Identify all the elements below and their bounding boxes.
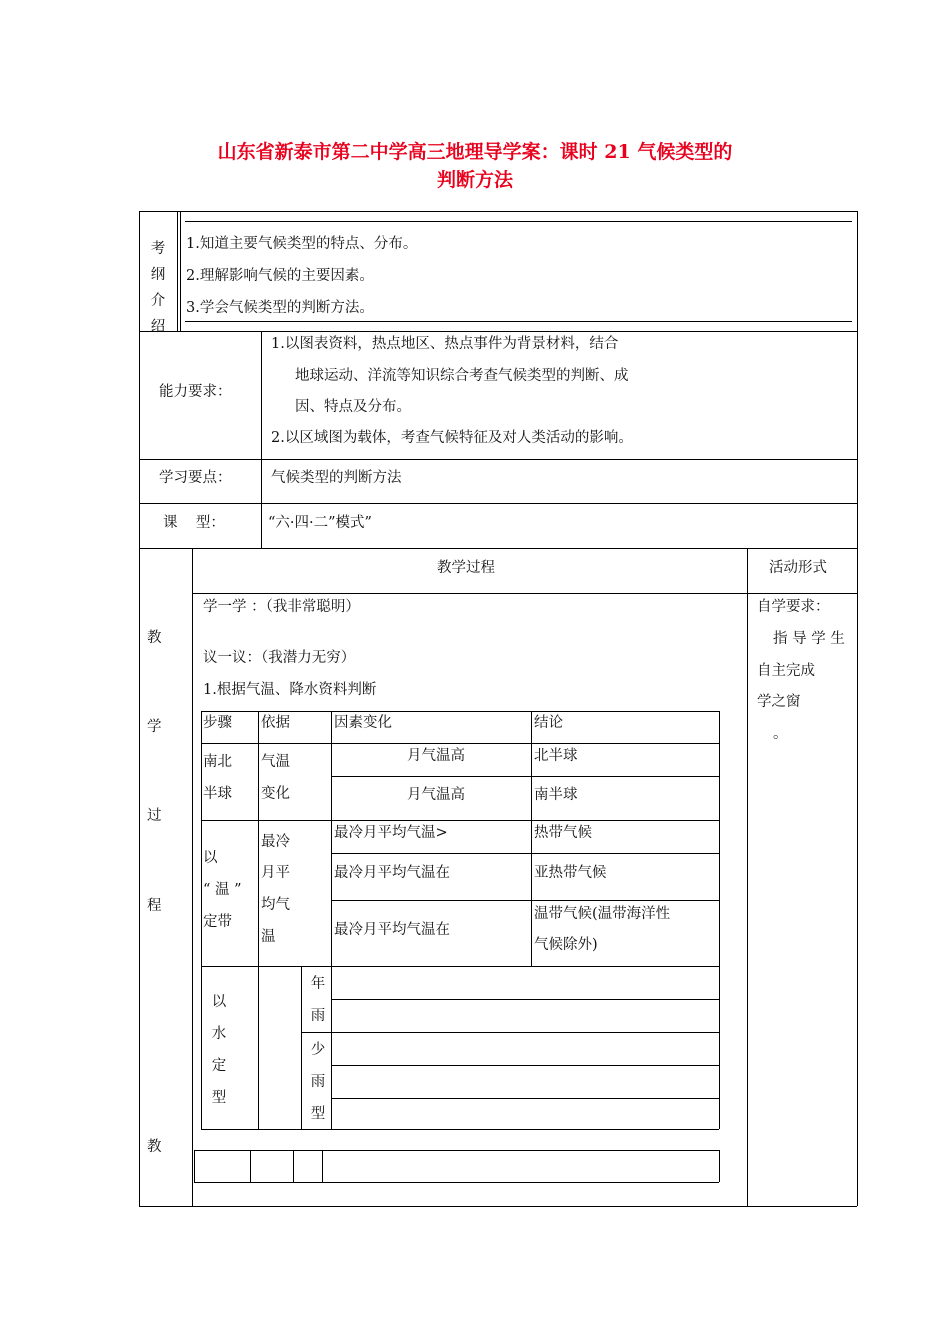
temp-result-3-line2: 气候除外) — [534, 937, 598, 953]
ability-line-1: 1.以图表资料，热点地区、热点事件为背景材料，结合 — [271, 336, 619, 352]
temp-change-1: 最冷月平均气温> — [334, 825, 448, 841]
header-activity: 活动形式 — [769, 560, 827, 576]
temp-basis-1: 最冷 — [261, 834, 290, 850]
learn-heading: 学一学 ：（我非常聪明） — [203, 599, 360, 615]
temp-change-2: 最冷月平均气温在 — [334, 865, 450, 881]
discuss-heading: 议一议：（我潜力无穷） — [203, 650, 356, 666]
col-basis: 依据 — [261, 715, 290, 731]
process-side-label-2: 学 — [147, 719, 162, 735]
ability-label: 能力要求： — [159, 384, 232, 400]
temp-result-3-line1: 温带气候(温带海洋性 — [534, 906, 671, 922]
col-step: 步骤 — [203, 715, 232, 731]
judge-subtitle: 1.根据气温、降水资料判断 — [203, 682, 377, 698]
temp-result-1: 热带气候 — [534, 825, 592, 841]
process-side-label-4: 程 — [147, 898, 162, 914]
process-side-label-1: 教 — [147, 630, 162, 646]
outline-item-2: 2.理解影响气候的主要因素。 — [186, 268, 374, 284]
key-points-label: 学习要点： — [159, 470, 232, 486]
page-title-line2: 判断方法 — [436, 169, 513, 191]
lesson-type-value: “六·四·二”模式” — [268, 515, 372, 531]
hemisphere-step-2: 半球 — [203, 786, 232, 802]
outline-label: 考 纲 介 绍 — [150, 241, 166, 335]
process-side-label-5: 教 — [147, 1139, 162, 1155]
activity-line-1: 自学要求： — [757, 599, 830, 615]
temp-step-2: “ 温 ” — [203, 882, 242, 898]
hemisphere-basis-1: 气温 — [261, 754, 290, 770]
col-change: 因素变化 — [334, 715, 392, 731]
temp-basis-4: 温 — [261, 929, 276, 945]
lesson-type-label: 课 型： — [163, 515, 225, 531]
hemisphere-step-1: 南北 — [203, 754, 232, 770]
temp-result-2: 亚热带气候 — [534, 865, 607, 881]
process-side-label-3: 过 — [147, 808, 162, 824]
temp-basis-3: 均气 — [261, 897, 290, 913]
hemisphere-result-1: 北半球 — [534, 748, 578, 764]
water-sub-annual-rain: 年 雨 — [310, 976, 326, 1024]
activity-line-3: 自主完成 — [757, 663, 815, 679]
key-points-value: 气候类型的判断方法 — [271, 470, 402, 486]
header-process: 教学过程 — [437, 560, 495, 576]
hemisphere-change-2: 月气温高 — [407, 787, 465, 803]
temp-change-3: 最冷月平均气温在 — [334, 922, 450, 938]
outline-item-1: 1.知道主要气候类型的特点、分布。 — [186, 236, 418, 252]
page-title: 山东省新泰市第二中学高三地理导学案：课时 21 气候类型的 — [217, 141, 733, 163]
outline-item-3: 3.学会气候类型的判断方法。 — [186, 300, 374, 316]
activity-line-5: 。 — [773, 726, 788, 742]
hemisphere-basis-2: 变化 — [261, 786, 290, 802]
hemisphere-change-1: 月气温高 — [407, 748, 465, 764]
temp-step-1: 以 — [203, 850, 218, 866]
ability-line-3: 因、特点及分布。 — [295, 399, 411, 415]
temp-step-3: 定带 — [203, 914, 232, 930]
water-step: 以 水 定 型 — [211, 994, 227, 1106]
temp-basis-2: 月平 — [261, 865, 290, 881]
col-result: 结论 — [534, 715, 563, 731]
activity-line-4: 学之窗 — [757, 694, 801, 710]
activity-line-2: 指 导 学 生 — [773, 631, 845, 647]
ability-line-4: 2.以区域图为载体，考查气候特征及对人类活动的影响。 — [271, 430, 633, 446]
water-sub-little-rain: 少 雨 型 — [310, 1042, 326, 1122]
ability-line-2: 地球运动、洋流等知识综合考查气候类型的判断、成 — [295, 368, 629, 384]
hemisphere-result-2: 南半球 — [534, 787, 578, 803]
